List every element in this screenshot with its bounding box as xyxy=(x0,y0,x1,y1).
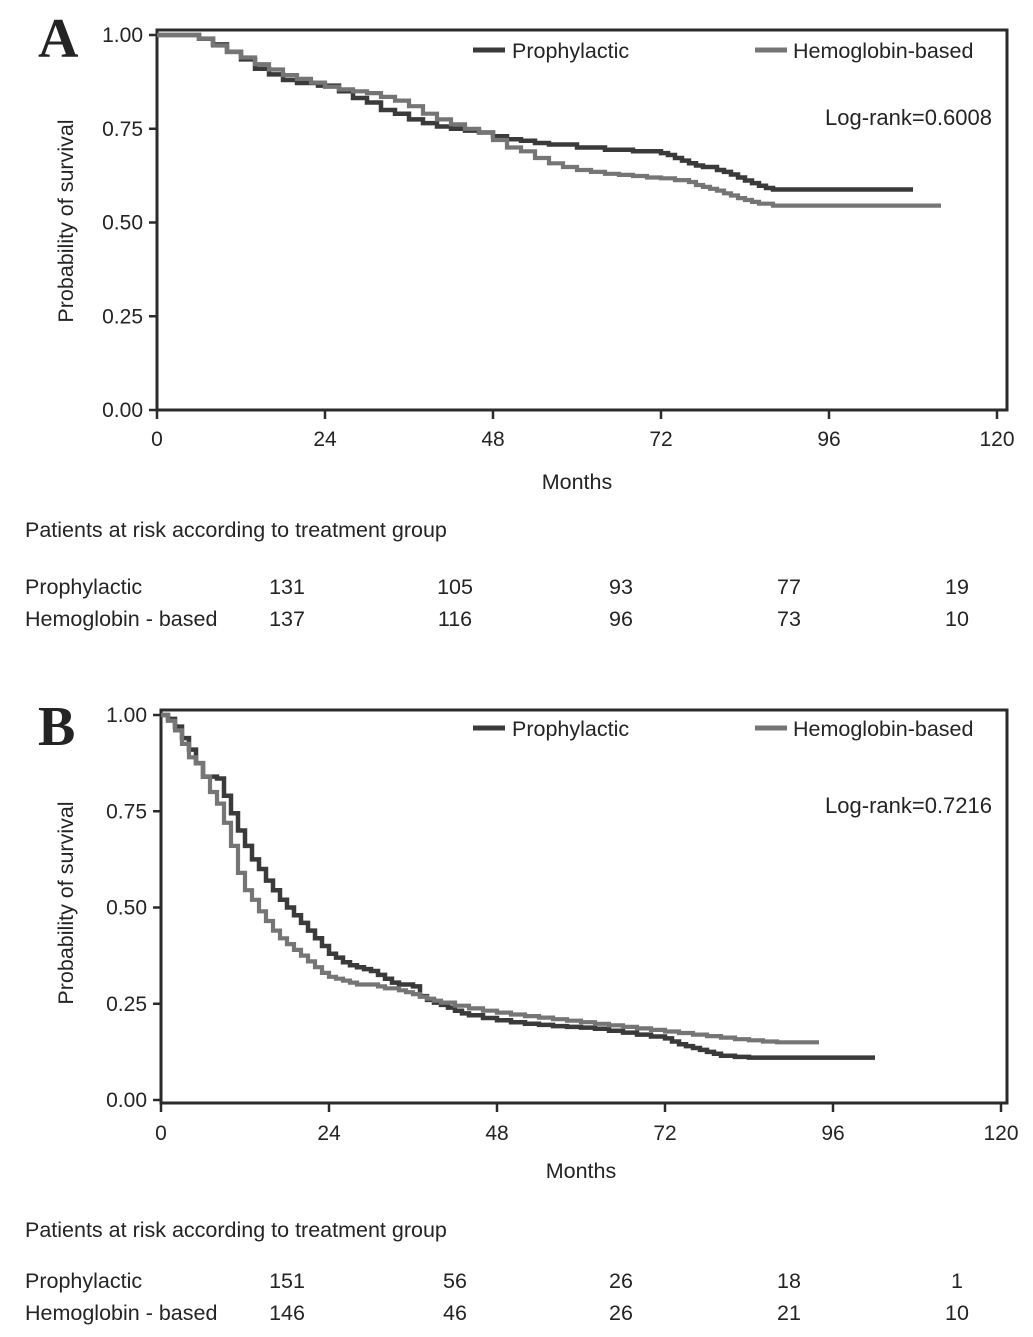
risk-table-title: Patients at risk according to treatment group xyxy=(25,1218,447,1242)
survival-curve-hemoglobin xyxy=(161,715,819,1042)
legend-label-hemoglobin: Hemoglobin-based xyxy=(793,717,974,741)
x-tick-label: 24 xyxy=(313,428,337,451)
x-tick-label: 24 xyxy=(317,1122,341,1145)
risk-count: 26 xyxy=(609,1269,633,1293)
x-tick-label: 0 xyxy=(151,428,163,451)
y-axis-title: Probability of survival xyxy=(54,801,78,1005)
y-tick-label: 0.50 xyxy=(102,211,143,235)
risk-count: 93 xyxy=(609,575,633,599)
risk-count: 137 xyxy=(269,607,305,631)
risk-count: 26 xyxy=(609,1301,633,1325)
x-axis-title: Months xyxy=(545,1159,617,1183)
y-tick-label: 0.25 xyxy=(106,992,147,1016)
y-tick-label: 0.00 xyxy=(102,399,143,422)
risk-count: 10 xyxy=(945,1301,969,1325)
legend-label-prophylactic: Prophylactic xyxy=(512,717,630,741)
risk-count: 18 xyxy=(777,1269,801,1293)
risk-count: 105 xyxy=(437,575,473,599)
risk-count: 73 xyxy=(777,607,801,631)
y-tick-label: 0.00 xyxy=(106,1089,147,1112)
legend-label-hemoglobin: Hemoglobin-based xyxy=(793,39,974,63)
x-tick-label: 48 xyxy=(481,428,505,451)
legend-label-prophylactic: Prophylactic xyxy=(512,39,630,63)
x-axis-title: Months xyxy=(541,470,613,494)
risk-count: 46 xyxy=(443,1301,467,1325)
risk-count: 10 xyxy=(945,607,969,631)
x-tick-label: 72 xyxy=(653,1122,677,1145)
y-tick-label: 1.00 xyxy=(106,704,147,727)
logrank-annotation: Log-rank=0.6008 xyxy=(825,105,992,130)
survival-curve-prophylactic xyxy=(161,715,875,1058)
x-tick-label: 120 xyxy=(979,428,1015,451)
risk-count: 21 xyxy=(777,1301,801,1325)
x-tick-label: 96 xyxy=(817,428,841,451)
risk-count: 56 xyxy=(443,1269,467,1293)
risk-row-label: Hemoglobin - based xyxy=(25,1301,218,1325)
risk-count: 151 xyxy=(269,1269,305,1293)
y-tick-label: 0.75 xyxy=(106,800,147,824)
risk-count: 77 xyxy=(777,575,801,599)
risk-count: 96 xyxy=(609,607,633,631)
y-axis-title: Probability of survival xyxy=(54,119,78,323)
y-tick-label: 1.00 xyxy=(102,24,143,47)
panel-b-figure xyxy=(0,675,1033,1337)
x-tick-label: 0 xyxy=(155,1122,167,1145)
risk-row-label: Hemoglobin - based xyxy=(25,607,218,631)
risk-count: 116 xyxy=(437,607,473,631)
risk-count: 146 xyxy=(269,1301,305,1325)
y-tick-label: 0.50 xyxy=(106,896,147,920)
panel-letter: A xyxy=(38,8,79,70)
y-tick-label: 0.25 xyxy=(102,305,143,329)
x-tick-label: 120 xyxy=(983,1122,1019,1145)
panel-letter: B xyxy=(38,696,76,758)
x-tick-label: 96 xyxy=(821,1122,845,1145)
x-tick-label: 72 xyxy=(649,428,673,451)
risk-count: 131 xyxy=(269,575,305,599)
y-tick-label: 0.75 xyxy=(102,117,143,141)
risk-table-title: Patients at risk according to treatment group xyxy=(25,518,447,542)
risk-count: 19 xyxy=(945,575,969,599)
risk-row-label: Prophylactic xyxy=(25,1269,143,1293)
risk-row-label: Prophylactic xyxy=(25,575,143,599)
x-tick-label: 48 xyxy=(485,1122,509,1145)
risk-count: 1 xyxy=(951,1269,963,1293)
logrank-annotation: Log-rank=0.7216 xyxy=(825,793,992,818)
plot-border xyxy=(157,30,1007,410)
